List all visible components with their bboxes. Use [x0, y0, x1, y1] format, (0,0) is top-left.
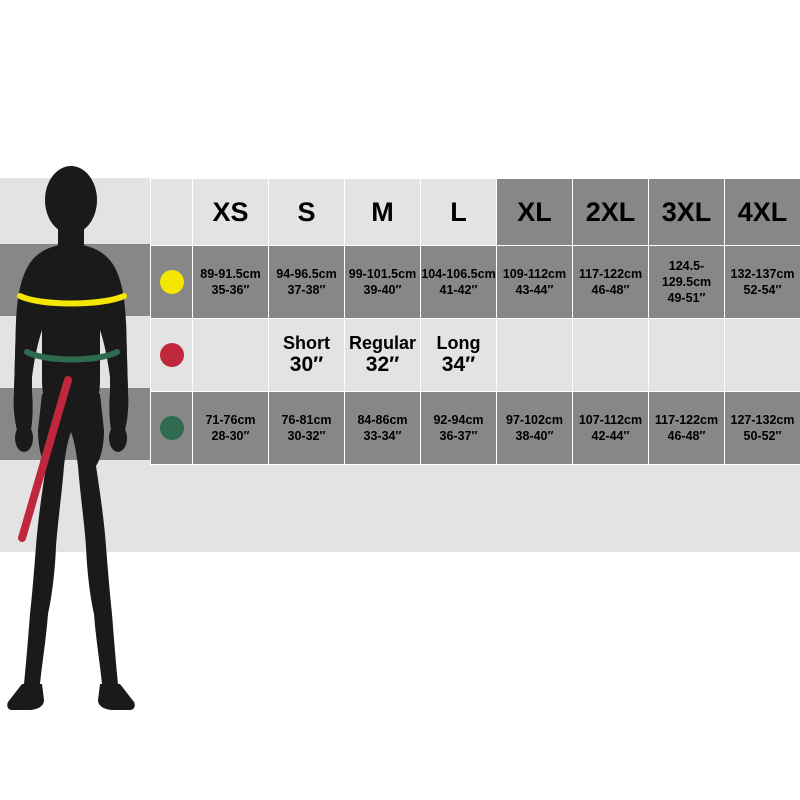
chest-xs — [193, 246, 269, 319]
leg-4xl — [725, 319, 800, 392]
chest-s-imperial: 37-38″ — [287, 283, 326, 297]
chest-2xl-metric: 117-122cm — [578, 267, 643, 281]
chest-3xl-imperial: 49-51″ — [667, 291, 706, 305]
leg-m-label: Regular — [348, 332, 417, 353]
column-header-3xl: 3XL — [649, 179, 725, 246]
waist-marker-cell — [151, 392, 193, 465]
leg-s — [269, 319, 345, 392]
chest-m — [345, 246, 421, 319]
waist-s — [269, 392, 345, 465]
table-header-row — [151, 179, 800, 246]
leg-marker-cell — [151, 319, 193, 392]
column-header-s: S — [269, 179, 345, 246]
waist-xl — [497, 392, 573, 465]
leg-l-label: Long — [436, 332, 481, 353]
chest-s — [269, 246, 345, 319]
chest-xl-metric: 109-112cm — [502, 267, 567, 281]
background-band-5 — [0, 460, 800, 552]
waist-2xl-imperial: 42-44″ — [591, 429, 630, 443]
leg-l — [421, 319, 497, 392]
leg-m — [345, 319, 421, 392]
waist-m-imperial: 33-34″ — [363, 429, 402, 443]
waist-4xl-metric: 127-132cm — [730, 413, 795, 427]
table-row-leg-length — [151, 319, 800, 392]
waist-m — [345, 392, 421, 465]
chest-xs-imperial: 35-36″ — [211, 283, 250, 297]
chest-l — [421, 246, 497, 319]
waist-4xl-imperial: 50-52″ — [743, 429, 782, 443]
chest-3xl — [649, 246, 725, 319]
leg-xl — [497, 319, 573, 392]
waist-xs-metric: 71-76cm — [205, 413, 256, 427]
waist-3xl — [649, 392, 725, 465]
waist-3xl-imperial: 46-48″ — [667, 429, 706, 443]
waist-xs-imperial: 28-30″ — [211, 429, 250, 443]
waist-3xl-metric: 117-122cm — [654, 413, 719, 427]
leg-s-label: Short — [283, 332, 330, 353]
leg-l-number: 34″ — [441, 353, 476, 377]
waist-2xl — [573, 392, 649, 465]
leg-2xl — [573, 319, 649, 392]
leg-m-number: 32″ — [365, 353, 400, 377]
chest-2xl — [573, 246, 649, 319]
chest-s-metric: 94-96.5cm — [276, 267, 337, 281]
column-header-xs: XS — [193, 179, 269, 246]
header-marker-cell — [151, 179, 193, 246]
column-header-m: M — [345, 179, 421, 246]
leg-xs — [193, 319, 269, 392]
waist-l-imperial: 36-37″ — [439, 429, 478, 443]
waist-s-imperial: 30-32″ — [287, 429, 326, 443]
chest-3xl-metric: 124.5-129.5cm — [661, 259, 712, 289]
chest-2xl-imperial: 46-48″ — [591, 283, 630, 297]
waist-xs — [193, 392, 269, 465]
waist-marker-dot — [160, 416, 184, 440]
waist-m-metric: 84-86cm — [357, 413, 408, 427]
leg-s-number: 30″ — [289, 353, 324, 377]
column-header-xl: XL — [497, 179, 573, 246]
size-table — [150, 178, 800, 465]
chest-m-metric: 99-101.5cm — [348, 267, 417, 281]
waist-xl-metric: 97-102cm — [506, 413, 563, 427]
chest-marker-cell — [151, 246, 193, 319]
chest-xl-imperial: 43-44″ — [515, 283, 554, 297]
column-header-2xl: 2XL — [573, 179, 649, 246]
chest-4xl-metric: 132-137cm — [730, 267, 795, 281]
chest-l-imperial: 41-42″ — [439, 283, 478, 297]
chest-marker-dot — [160, 270, 184, 294]
chest-xs-metric: 89-91.5cm — [200, 267, 261, 281]
waist-4xl — [725, 392, 800, 465]
table-row-chest — [151, 246, 800, 319]
waist-xl-imperial: 38-40″ — [515, 429, 554, 443]
waist-l — [421, 392, 497, 465]
chest-4xl — [725, 246, 800, 319]
chest-m-imperial: 39-40″ — [363, 283, 402, 297]
waist-2xl-metric: 107-112cm — [578, 413, 643, 427]
chest-l-metric: 104-106.5cm — [421, 267, 496, 281]
waist-s-metric: 76-81cm — [281, 413, 332, 427]
leg-3xl — [649, 319, 725, 392]
column-header-4xl: 4XL — [725, 179, 800, 246]
leg-marker-dot — [160, 343, 184, 367]
column-header-l: L — [421, 179, 497, 246]
chest-4xl-imperial: 52-54″ — [743, 283, 782, 297]
chest-xl — [497, 246, 573, 319]
waist-l-metric: 92-94cm — [433, 413, 484, 427]
table-row-waist — [151, 392, 800, 465]
